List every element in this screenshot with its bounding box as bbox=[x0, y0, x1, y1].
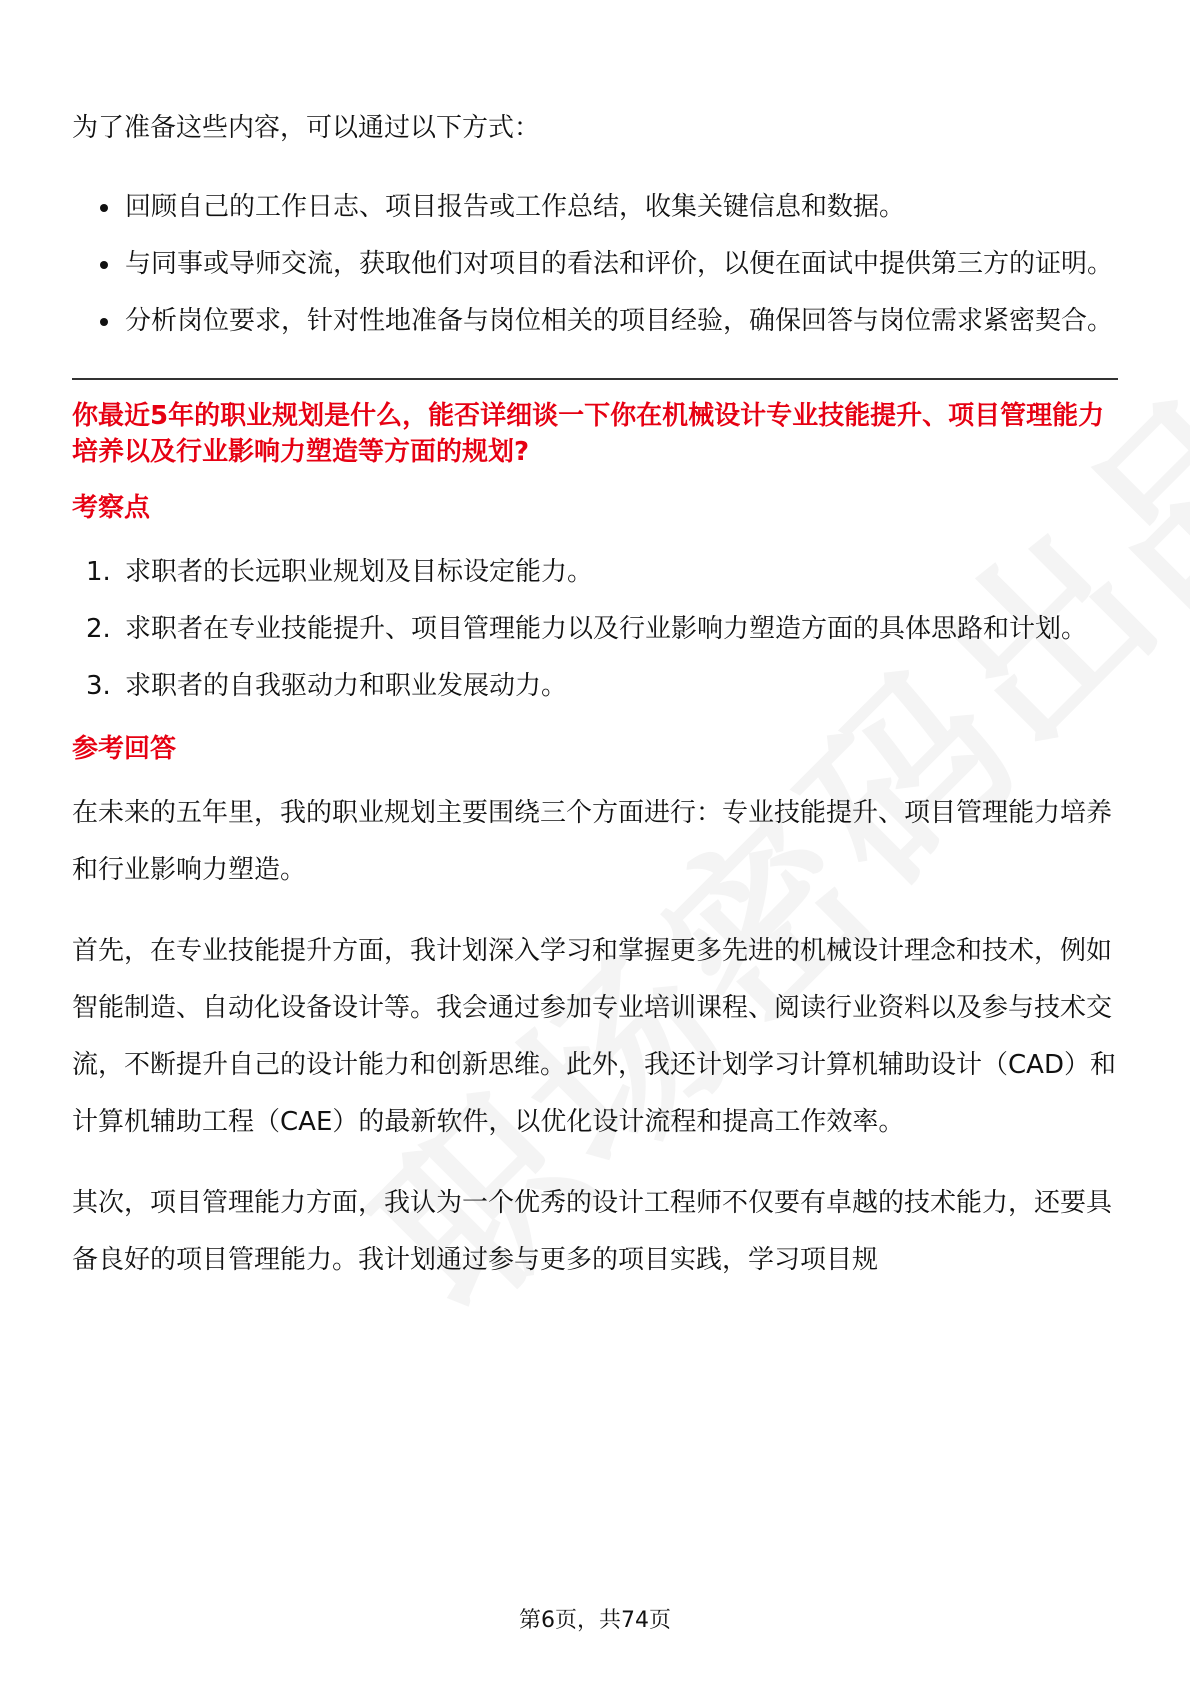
list-text: 求职者的自我驱动力和职业发展动力。 bbox=[125, 671, 568, 701]
intro-text: 为了准备这些内容，可以通过以下方式： bbox=[72, 113, 541, 143]
list-item: 分析岗位要求，针对性地准备与岗位相关的项目经验，确保回答与岗位需求紧密契合。 bbox=[72, 293, 1118, 350]
list-number: 3. bbox=[86, 671, 111, 701]
answer-paragraph: 在未来的五年里，我的职业规划主要围绕三个方面进行：专业技能提升、项目管理能力培养和行业影响力塑造。 bbox=[72, 798, 1113, 885]
points-label: 考察点 bbox=[72, 493, 151, 523]
section-divider bbox=[72, 378, 1118, 380]
preparation-list bbox=[72, 179, 1118, 350]
list-item: 回顾自己的工作日志、项目报告或工作总结，收集关键信息和数据。 bbox=[72, 179, 1118, 236]
list-item bbox=[72, 544, 1118, 601]
question-heading: 你最近5年的职业规划是什么，能否详细谈一下你在机械设计专业技能提升、项目管理能力培养以及行业影响力塑造等方面的规划? bbox=[72, 401, 1105, 467]
page-content bbox=[72, 100, 1118, 1313]
answer-paragraph: 其次，项目管理能力方面，我认为一个优秀的设计工程师不仅要有卓越的技术能力，还要具备良好的项目管理能力。我计划通过参与更多的项目实践，学习项目规 bbox=[72, 1188, 1113, 1275]
list-item bbox=[72, 658, 1118, 715]
list-text: 求职者的长远职业规划及目标设定能力。 bbox=[125, 557, 594, 587]
list-number: 1. bbox=[86, 557, 111, 587]
answer-label: 参考回答 bbox=[72, 734, 177, 764]
answer-paragraph: 首先，在专业技能提升方面，我计划深入学习和掌握更多先进的机械设计理念和技术，例如智能制造、自动化设备设计等。我会通过参加专业培训课程、阅读行业资料以及参与技术交流，不断提升自己的设计能力和创新思维。此外，我还计划学习计算机辅助设计（CAD）和计算机辅助工程（CAE）的最新软件，以优化设计流程和提高工作效率。 bbox=[72, 936, 1116, 1137]
page-number-footer: 第6页，共74页 bbox=[519, 1608, 671, 1633]
assessment-points-list bbox=[72, 544, 1118, 715]
list-item bbox=[72, 601, 1118, 658]
list-text: 求职者在专业技能提升、项目管理能力以及行业影响力塑造方面的具体思路和计划。 bbox=[125, 614, 1088, 644]
list-number: 2. bbox=[86, 614, 111, 644]
list-item: 与同事或导师交流，获取他们对项目的看法和评价，以便在面试中提供第三方的证明。 bbox=[72, 236, 1118, 293]
